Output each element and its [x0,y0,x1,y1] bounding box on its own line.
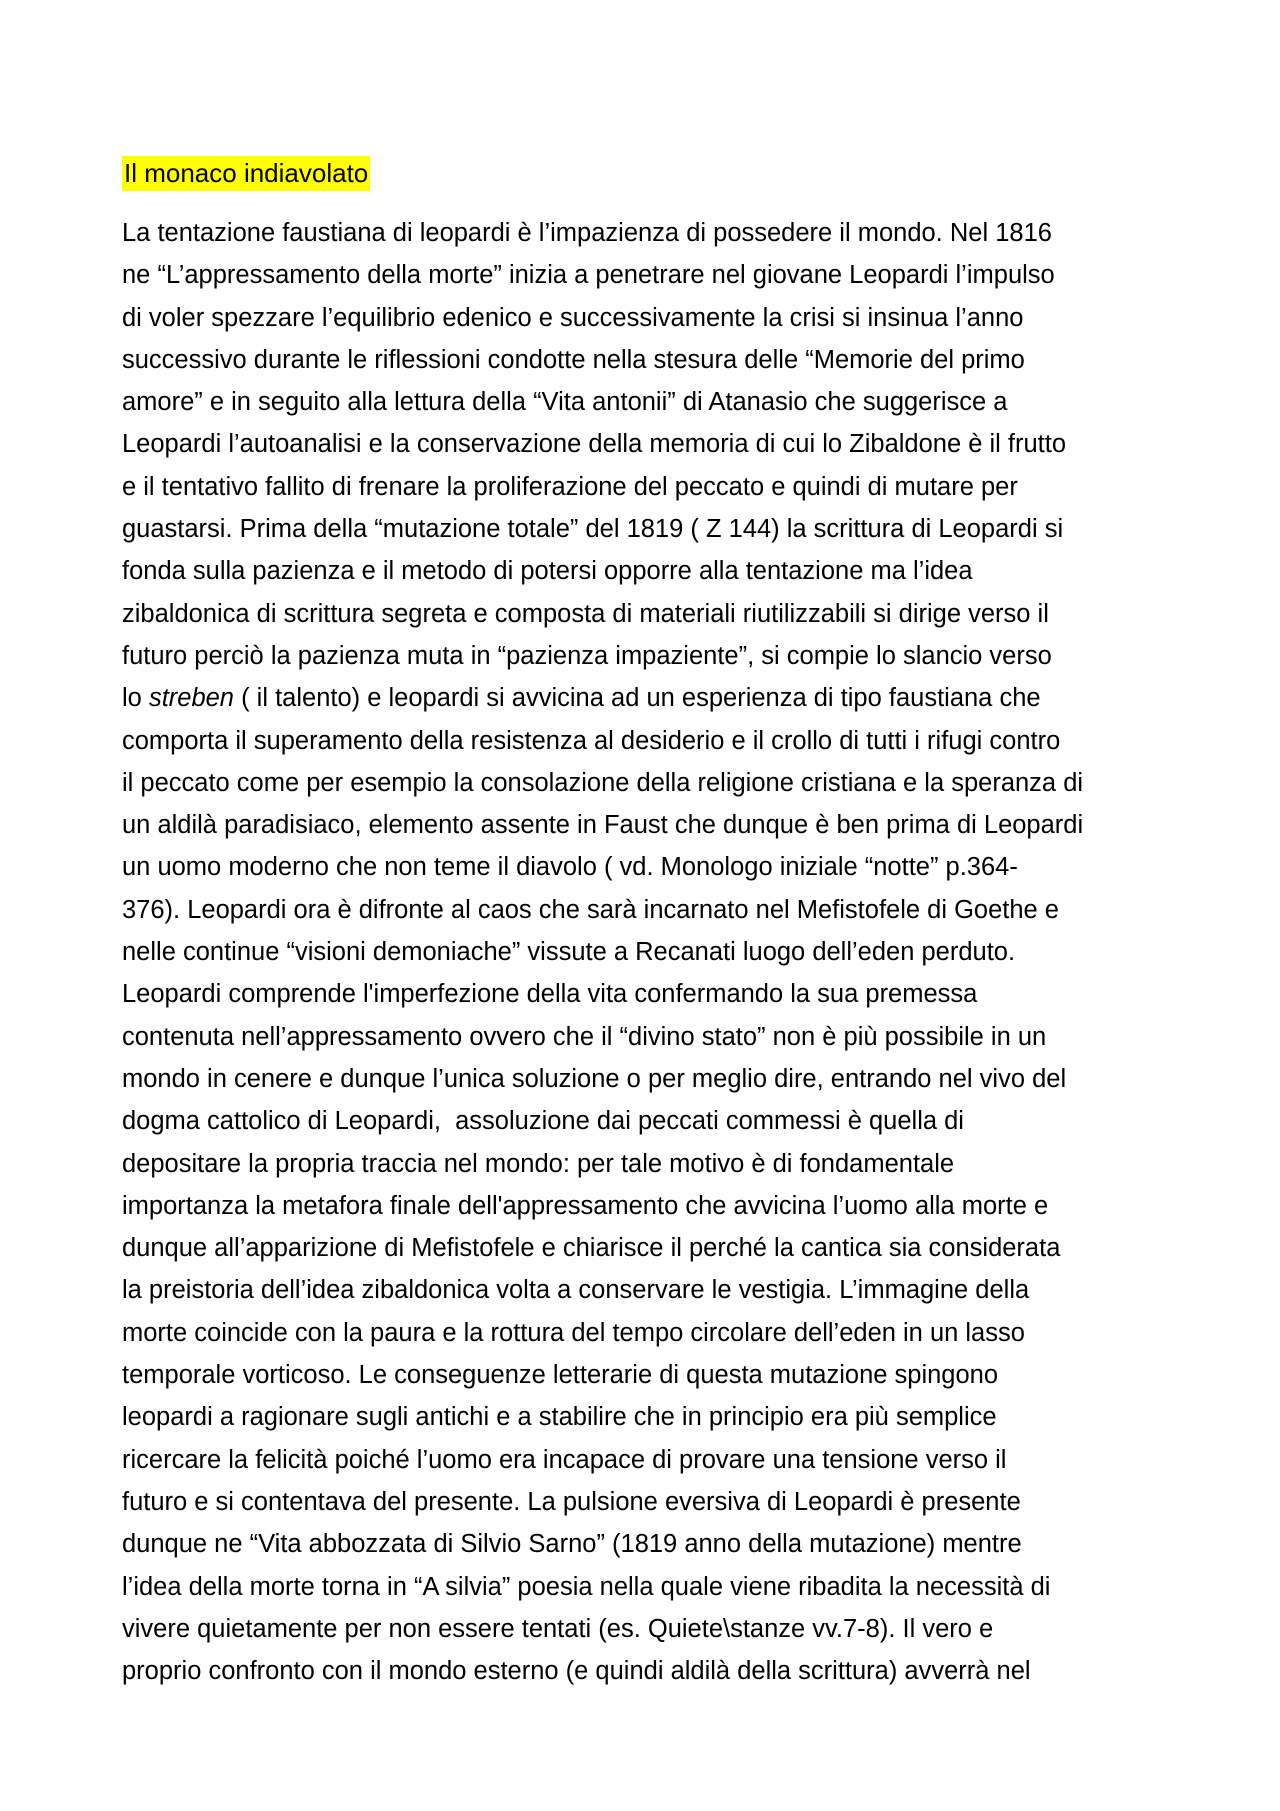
text-segment: successivo durante le riflessioni condotte nella stesura delle “Memorie del primo [122,345,1025,374]
text-segment: futuro perciò la pazienza muta in “pazienza impaziente”, si compie lo slancio verso [122,641,1052,670]
text-segment: di voler spezzare l’equilibrio edenico e successivamente la crisi si insinua l’anno [122,303,1024,332]
text-segment: ( il talento) e leopardi si avvicina ad un esperienza di tipo faustiana che [234,684,1041,713]
text-line [122,1143,1174,1185]
text-line [122,423,1174,465]
text-segment: un aldilà paradisiaco, elemento assente in Faust che dunque è ben prima di Leopardi [122,811,1084,840]
text-segment: 376). Leopardi ora è difronte al caos che sarà incarnato nel Mefistofele di Goethe e [122,895,1059,924]
text-segment: dunque all’apparizione di Mefistofele e chiarisce il perché la cantica sia considerata [122,1234,1061,1263]
title-highlight: Il monaco indiavolato [122,156,370,191]
text-segment: nelle continue “visioni demoniache” vissute a Recanati luogo dell’eden perduto. [122,938,1016,967]
text-segment: lo [122,684,149,713]
text-line [122,1439,1174,1481]
text-line [122,846,1174,888]
text-line [122,931,1174,973]
text-line [122,720,1174,762]
text-segment: dunque ne “Vita abbozzata di Silvio Sarno” (1819 anno della mutazione) mentre [122,1530,1022,1559]
text-line [122,804,1174,846]
text-line [122,212,1174,254]
text-line [122,593,1174,635]
text-segment: leopardi a ragionare sugli antichi e a stabilire che in principio era più semplice [122,1403,997,1432]
text-line [122,762,1174,804]
text-segment: amore” e in seguito alla lettura della “Vita antonii” di Atanasio che suggerisce a [122,388,1008,417]
text-segment: e il tentativo fallito di frenare la proliferazione del peccato e quindi di mutare per [122,472,1018,501]
text-segment: mondo in cenere e dunque l’unica soluzione o per meglio dire, entrando nel vivo del [122,1064,1067,1093]
text-line [122,1523,1174,1565]
text-line [122,677,1174,719]
text-line [122,466,1174,508]
text-line [122,254,1174,296]
text-segment: l’idea della morte torna in “A silvia” poesia nella quale viene ribadita la necessità di [122,1572,1051,1601]
text-segment: la preistoria dell’idea zibaldonica volta a conservare le vestigia. L’immagine della [122,1276,1030,1305]
text-line [122,1650,1174,1692]
text-line [122,1058,1174,1100]
text-line [122,1566,1174,1608]
text-segment: comporta il superamento della resistenza al desiderio e il crollo di tutti i rifugi contro [122,726,1061,755]
text-line [122,1016,1174,1058]
text-segment: un uomo moderno che non teme il diavolo ( vd. Monologo iniziale “notte” p.364- [122,853,1018,882]
text-line [122,381,1174,423]
body-paragraph [122,212,1174,1692]
text-line [122,1608,1174,1650]
text-segment: ricercare la felicità poiché l’uomo era incapace di provare una tensione verso il [122,1445,1007,1474]
text-line [122,297,1174,339]
text-line [122,1227,1174,1269]
text-segment: Leopardi l’autoanalisi e la conservazione della memoria di cui lo Zibaldone è il frutto [122,430,1067,459]
text-line [122,1312,1174,1354]
text-line [122,973,1174,1015]
text-line [122,550,1174,592]
text-segment: zibaldonica di scrittura segreta e composta di materiali riutilizzabili si dirige verso il [122,599,1049,628]
text-segment: dogma cattolico di Leopardi, assoluzione dai peccati commessi è quella di [122,1107,964,1136]
text-segment: temporale vorticoso. Le conseguenze letterarie di questa mutazione spingono [122,1361,999,1390]
text-segment: depositare la propria traccia nel mondo: per tale motivo è di fondamentale [122,1149,955,1178]
text-line [122,1354,1174,1396]
document-title [122,154,370,192]
text-line [122,1269,1174,1311]
text-line [122,339,1174,381]
text-segment: importanza la metafora finale dell'appressamento che avvicina l’uomo alla morte e [122,1191,1049,1220]
text-line [122,1481,1174,1523]
text-segment: fonda sulla pazienza e il metodo di potersi opporre alla tentazione ma l’idea [122,557,973,586]
text-line [122,1100,1174,1142]
text-line [122,1396,1174,1438]
text-segment: La tentazione faustiana di leopardi è l’impazienza di possedere il mondo. Nel 1816 [122,219,1052,247]
text-segment: morte coincide con la paura e la rottura del tempo circolare dell’eden in un lasso [122,1318,1025,1347]
text-segment: il peccato come per esempio la consolazione della religione cristiana e la speranza di [122,768,1084,797]
italic-term: streben [148,684,234,713]
text-line [122,889,1174,931]
text-segment: Leopardi comprende l'imperfezione della vita confermando la sua premessa [122,980,978,1009]
text-line [122,508,1174,550]
text-segment: ne “L’appressamento della morte” inizia a penetrare nel giovane Leopardi l’impulso [122,261,1055,290]
text-segment: guastarsi. Prima della “mutazione totale” del 1819 ( Z 144) la scrittura di Leopardi si [122,515,1064,544]
text-line [122,1185,1174,1227]
text-segment: contenuta nell’appressamento ovvero che il “divino stato” non è più possibile in un [122,1022,1047,1051]
text-segment: futuro e si contentava del presente. La pulsione eversiva di Leopardi è presente [122,1487,1021,1516]
text-line [122,635,1174,677]
text-segment: proprio confronto con il mondo esterno (e quindi aldilà della scrittura) avverrà nel [122,1657,1031,1686]
text-segment: vivere quietamente per non essere tentati (es. Quiete\stanze vv.7-8). Il vero e [122,1614,994,1643]
